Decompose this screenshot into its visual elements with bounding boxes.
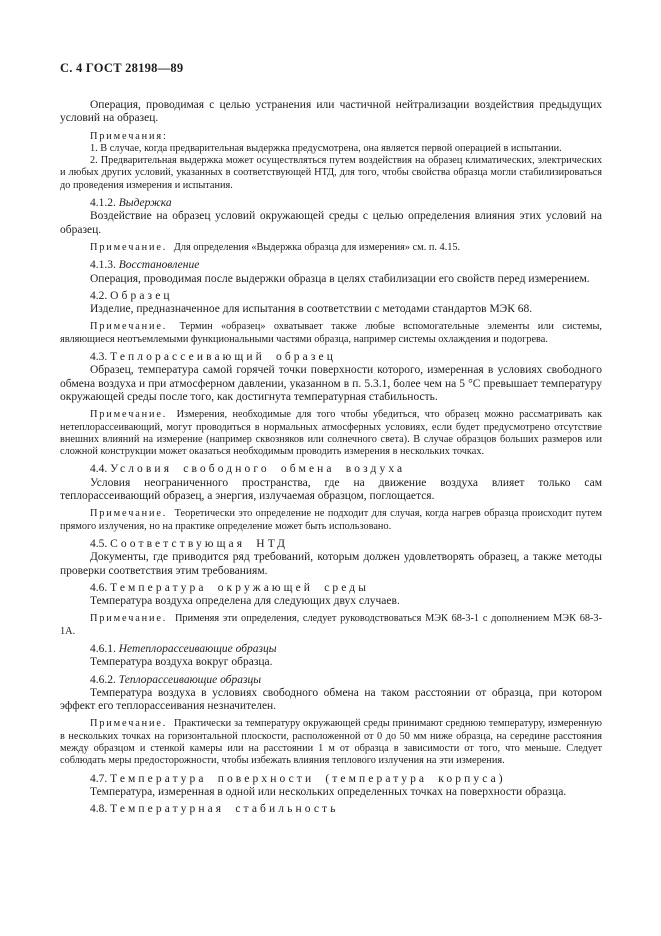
note-paragraph: [60, 143, 602, 155]
paragraph-text: 2. Предварительная выдержка может осуществляться путем воздействия на образец климатических, электрических и любых других условий, указанных в соответствующей НТД, для того, чтобы свойства образца могли стабилизироваться до проведения измерения и испытания.: [60, 155, 602, 191]
section-number: 4.3.: [90, 351, 111, 364]
paragraph-text: Температура воздуха определена для следующих двух случаев.: [90, 595, 400, 608]
paragraph-text: Для определения «Выдержка образца для измерения» см. п. 4.15.: [171, 241, 461, 253]
section-number: 4.6.1.: [90, 642, 119, 655]
spaced-term: Образец: [110, 289, 173, 302]
body-paragraph: [60, 656, 602, 669]
paragraph-text: 1. В случае, когда предварительная выдержка предусмотрена, она является первой операцией в испытании.: [90, 142, 562, 154]
body-paragraph: [60, 551, 602, 578]
spaced-term: Теплорассеивающий образец: [110, 351, 336, 364]
section-number: 4.5.: [90, 537, 111, 550]
document-body: [60, 99, 602, 817]
section-number: 4.6.: [90, 581, 111, 594]
paragraph-text: Температура, измеренная в одной или нескольких определенных точках на поверхности образца.: [90, 785, 567, 798]
note-paragraph: [60, 321, 602, 346]
paragraph-text: Измерения, необходимые для того чтобы убедиться, что образец можно рассматривать как нетеплорассеивающий, могут проводиться в нормальных атмосферных условиях, если будет предусмотрено отсутствие внешних влияний на измерение (например сквозняков или солнечного света). В случае образцов больших размеров или сложной конструкции может оказаться необходимым проводить измерения в нескольких точках.: [60, 409, 602, 458]
note-label: Примечание.: [90, 613, 168, 625]
note-label: Примечания:: [90, 130, 168, 142]
body-paragraph: [60, 273, 602, 286]
section-number: 4.8.: [90, 803, 111, 816]
spaced-term: Соответствующая НТД: [110, 537, 289, 550]
note-label: Примечание.: [90, 241, 168, 253]
note-paragraph: [60, 131, 602, 143]
paragraph-text: Термин «образец» охватывает также любые вспомогательные элементы или системы, являющиеся неотъемлемыми функциональными частями образца, например системы охлаждения и подогрева.: [60, 321, 602, 345]
note-label: Примечание.: [90, 718, 168, 730]
section-heading: [60, 538, 602, 551]
body-paragraph: [60, 364, 602, 404]
body-paragraph: [60, 210, 602, 237]
section-heading: [60, 351, 602, 364]
body-paragraph: [60, 477, 602, 504]
section-term: [60, 197, 602, 210]
section-number: 4.6.2.: [90, 673, 119, 686]
body-paragraph: [60, 786, 602, 799]
note-paragraph: [60, 242, 602, 254]
paragraph-text: Изделие, предназначенное для испытания в соответствии с методами стандартов МЭК 68.: [90, 303, 533, 316]
body-paragraph: [60, 303, 602, 316]
note-paragraph: [60, 718, 602, 767]
italic-term: Нетеплорассеивающие образцы: [118, 642, 277, 655]
note-paragraph: [60, 508, 602, 533]
section-term: [60, 259, 602, 272]
section-number: 4.2.: [90, 289, 111, 302]
paragraph-text: Воздействие на образец условий окружающей среды с целью определения влияния этих условий на образец.: [60, 210, 602, 236]
section-heading: [60, 290, 602, 303]
spaced-term: Температурная стабильность: [110, 803, 339, 816]
spaced-term: Условия свободного обмена воздуха: [110, 463, 406, 476]
body-paragraph: [60, 595, 602, 608]
section-heading: [60, 582, 602, 595]
paragraph-text: Температура воздуха в условиях свободного обмена на таком расстоянии от образца, при котором эффект его теплорассеивания незначителен.: [60, 686, 602, 713]
section-heading: [60, 803, 602, 816]
spaced-term: Температура поверхности (температура корпуса): [110, 772, 506, 785]
section-heading: [60, 773, 602, 786]
italic-term: Выдержка: [118, 197, 172, 210]
page-header: С. 4 ГОСТ 28198—89: [60, 61, 184, 75]
note-paragraph: [60, 613, 602, 638]
section-number: 4.4.: [90, 463, 111, 476]
spaced-term: Температура окружающей среды: [110, 581, 370, 594]
paragraph-text: Температура воздуха вокруг образца.: [90, 656, 273, 669]
note-paragraph: [60, 409, 602, 458]
section-number: 4.1.2.: [90, 197, 119, 210]
section-number: 4.1.3.: [90, 259, 119, 272]
note-paragraph: [60, 155, 602, 192]
paragraph-text: Условия неограниченного пространства, где на движение воздуха влияет только сам теплорассеивающий образец, а энергия, излучаемая образцом, поглощается.: [60, 476, 602, 503]
body-paragraph: [60, 687, 602, 714]
paragraph-text: Документы, где приводится ряд требований, которым должен удовлетворять образец, а также методы проверки соответствия этим требованиям.: [60, 551, 602, 577]
section-term: [60, 674, 602, 687]
section-number: 4.7.: [90, 772, 111, 785]
note-label: Примечание.: [90, 321, 168, 333]
italic-term: Восстановление: [118, 259, 200, 272]
section-heading: [60, 463, 602, 476]
paragraph-text: Образец, температура самой горячей точки поверхности которого, измеренная в условиях свободного обмена воздуха и при атмосферном давлении, указанном в п. 5.3.1, более чем на 5 °С превышает температуру окружающей среды после того, как достигнута температурная стабильность.: [60, 364, 602, 403]
note-label: Примечание.: [90, 409, 168, 421]
paragraph-text: Практически за температуру окружающей среды принимают среднюю температуру, измеренную в нескольких точках на горизонтальной плоскости, расположенной от 0 до 50 мм ниже образца, на середине расстояния между образцом и стенкой камеры или на расстоянии 1 м от образца в зависимости от того, что меньше. Следует соблюдать меры предосторожности, чтобы избежать влияния теплового излучения на эти измерения.: [60, 718, 602, 767]
paragraph-text: Теоретически это определение не подходит для случая, когда нагрев образца происходит путем прямого излучения, но на практике определение может быть использовано.: [60, 508, 602, 532]
paragraph-text: Применяя эти определения, следует руководствоваться МЭК 68-3-1 с дополнением МЭК 68-3-1А.: [60, 613, 602, 637]
italic-term: Теплорассеивающие образцы: [118, 673, 261, 686]
section-term: [60, 643, 602, 656]
body-paragraph: [60, 99, 602, 126]
note-label: Примечание.: [90, 508, 168, 520]
paragraph-text: Операция, проводимая после выдержки образца в целях стабилизации его свойств перед измерением.: [90, 272, 590, 285]
paragraph-text: Операция, проводимая с целью устранения или частичной нейтрализации воздействия предыдущих условий на образец.: [60, 99, 602, 125]
